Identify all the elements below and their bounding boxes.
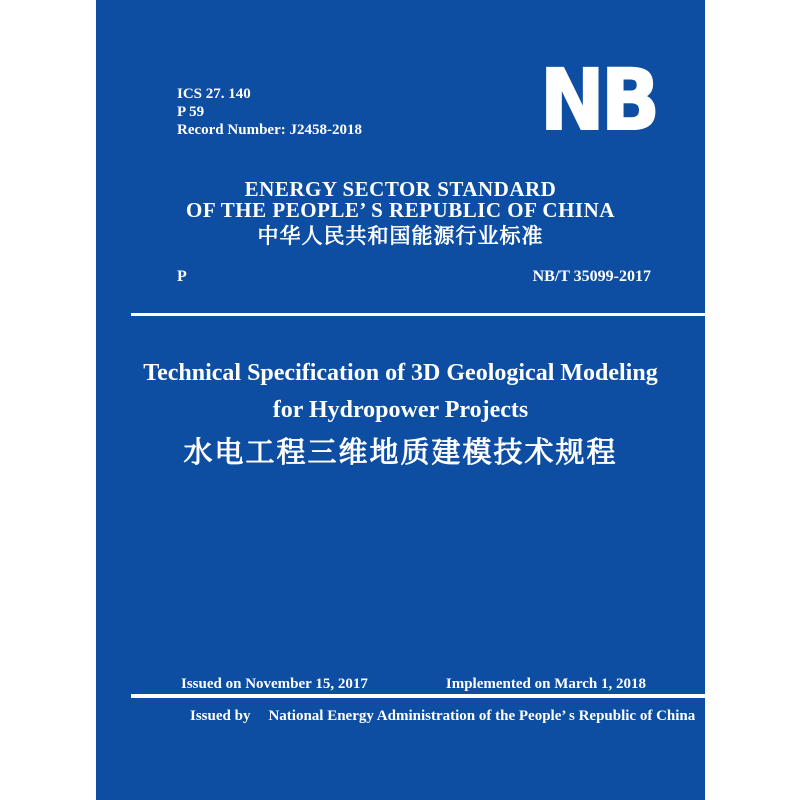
standard-header — [96, 179, 705, 249]
record-number: Record Number: J2458-2018 — [177, 122, 362, 138]
header-line3-chinese: 中华人民共和国能源行业标准 — [257, 225, 544, 248]
title-english-line2: for Hydropower Projects — [272, 397, 529, 423]
ics-code: ICS 27. 140 — [177, 86, 251, 102]
divider-top — [131, 313, 705, 316]
p-classification: P 59 — [177, 104, 205, 120]
header-line1: ENERGY SECTOR STANDARD — [244, 177, 557, 201]
date-row — [181, 676, 646, 693]
standard-cover — [96, 0, 705, 800]
implemented-date: Implemented on March 1, 2018 — [445, 676, 646, 692]
issued-by-value: National Energy Administration of the People’ s Republic of China — [268, 708, 696, 724]
nb-logo: NB — [540, 51, 657, 149]
title-chinese: 水电工程三维地质建模技术规程 — [183, 437, 618, 469]
divider-bottom — [131, 694, 705, 698]
issuer-row — [190, 708, 695, 725]
class-code: P — [177, 268, 187, 285]
issued-by-label: Issued by — [190, 708, 251, 724]
title-english-line1: Technical Specification of 3D Geological Modeling — [143, 360, 658, 386]
code-row — [177, 268, 651, 286]
header-line2: OF THE PEOPLE’ S REPUBLIC OF CHINA — [186, 198, 615, 222]
issued-date: Issued on November 15, 2017 — [181, 676, 368, 692]
title-block — [96, 355, 705, 471]
meta-block — [177, 85, 362, 139]
standard-number: NB/T 35099-2017 — [532, 268, 651, 285]
